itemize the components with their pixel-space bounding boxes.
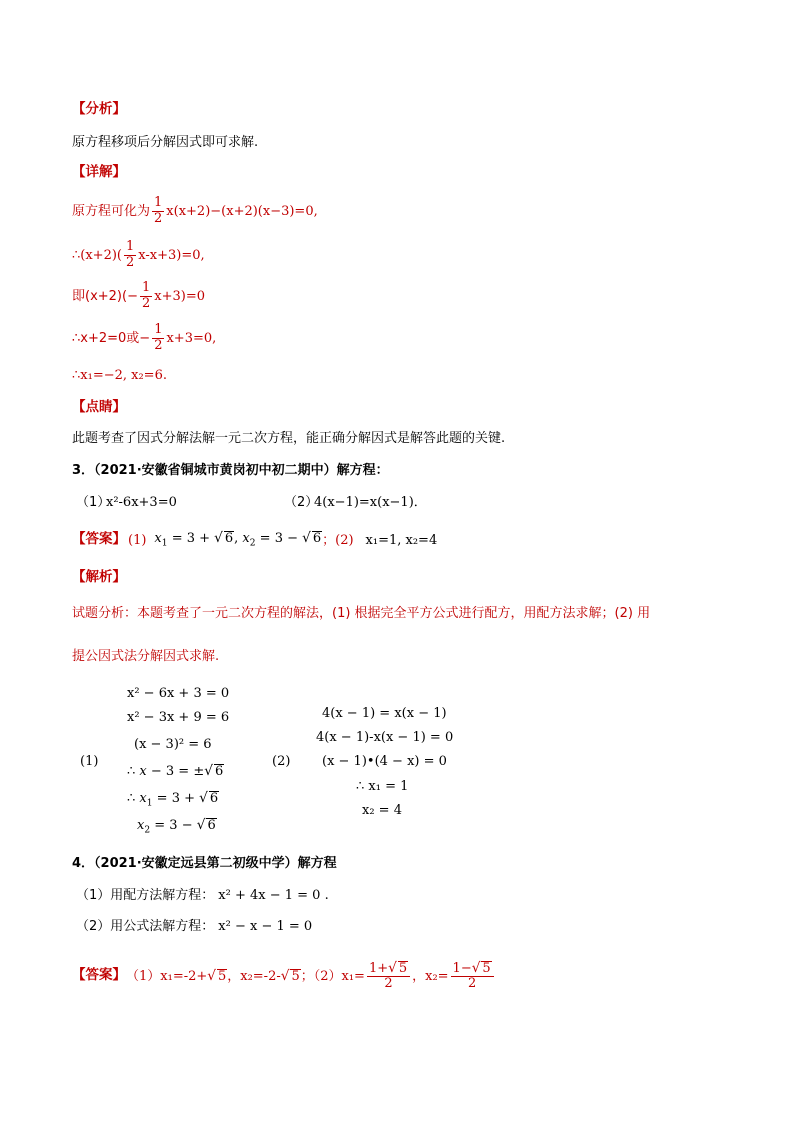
- comment-header: 【点睛】: [72, 399, 126, 415]
- problem-3-solution-2-line-1: 4(x − 1) = x(x − 1): [322, 706, 447, 721]
- problem-3-answer-part-2-label: ；(2): [322, 532, 354, 548]
- problem-3-answer-part-1-label: (1): [128, 532, 147, 548]
- problem-3-solution-2-line-2: 4(x − 1)-x(x − 1) = 0: [316, 730, 454, 745]
- detail-step-1-expr: x(x+2)−(x+2)(x−3)=0,: [166, 203, 318, 219]
- problem-3-solution-1-line-2: x² − 3x + 9 = 6: [127, 710, 230, 725]
- problem-3-part-2-expr: 4(x−1)=x(x−1)．: [314, 495, 427, 510]
- problem-4-answer-c: ；（2）x₁=: [300, 968, 365, 984]
- detail-step-4-prefix: ∴x+2=0或−: [72, 330, 151, 346]
- problem-4-part-2: [76, 920, 312, 933]
- problem-4-answer-a: （1）x₁=-2+: [126, 968, 208, 984]
- problem-3-answer-header: 【答案】: [72, 531, 126, 548]
- sqrt5-a: √ 5: [207, 967, 227, 984]
- problem-3-answer: [72, 528, 437, 552]
- problem-4-answer-frac-2: $\frac{1-√ 5}{2}$: [451, 961, 494, 992]
- detail-step-4: [72, 323, 216, 353]
- problem-3-part-1-expr: x²-6x+3=0: [106, 495, 177, 510]
- problem-4-answer-frac-1: $\frac{1+√ 5}{2}$: [367, 961, 410, 992]
- detail-step-3-expr: x+3)=0: [154, 288, 205, 304]
- problem-3-solution-2-line-4: ∴ x₁ = 1: [356, 779, 409, 794]
- problem-3-solution-1-line-6: $x_2 = 3$ − √ 6: [137, 817, 216, 836]
- half-fraction: $\frac{1}{2}$: [154, 322, 163, 353]
- problem-4-answer-b: ，x₂=-2-: [227, 968, 281, 984]
- problem-4-part-1-expr: x² + 4x − 1 = 0 .: [218, 888, 329, 903]
- problem-3-part-2-label: （2）: [284, 495, 319, 510]
- problem-3-solution-2-label: (2): [272, 754, 291, 769]
- problem-4-answer: [72, 956, 496, 996]
- problem-3-analysis-line-1: 试题分析：本题考查了一元二次方程的解法，(1) 根据完全平方公式进行配方，用配方法求解；(2) 用: [72, 606, 651, 621]
- problem-3-solution-2-line-5: x₂ = 4: [362, 803, 402, 818]
- problem-3-solution-1-line-5: ∴ $x_1 = 3$ + √ 6: [127, 790, 219, 809]
- detail-step-2: [72, 240, 205, 270]
- detail-step-3-prefix: 即(x+2)(−: [72, 288, 138, 304]
- problem-4-part-2-label: （2）用公式法解方程：: [76, 919, 215, 934]
- detail-step-2-prefix: ∴(x+2)(: [72, 247, 122, 263]
- problem-3-solution-2-line-3: (x − 1)•(4 − x) = 0: [322, 754, 447, 769]
- problem-4-title: 4．（2021·安徽定远县第二初级中学）解方程: [72, 856, 337, 871]
- problem-3-solution-1-line-3: (x − 3)² = 6: [134, 737, 212, 752]
- problem-3-title: 3．（2021·安徽省铜城市黄岗初中初二期中）解方程：: [72, 463, 389, 478]
- problem-3-solution-1-label: (1): [80, 754, 99, 769]
- problem-3-analysis-line-2: 提公因式法分解因式求解.: [72, 649, 220, 664]
- analysis-text: 原方程移项后分解因式即可求解.: [72, 135, 259, 150]
- sqrt5-b: √ 5: [280, 967, 300, 984]
- detail-step-3: [72, 281, 205, 311]
- problem-4-part-1: [76, 889, 329, 902]
- detail-step-1-prefix: 原方程可化为: [72, 203, 151, 219]
- problem-3-solution-1-line-1: x² − 6x + 3 = 0: [127, 686, 230, 701]
- comment-text: 此题考查了因式分解法解一元二次方程，能正确分解因式是解答此题的关键.: [72, 431, 506, 446]
- half-fraction: $\frac{1}{2}$: [141, 280, 151, 311]
- problem-4-part-2-expr: x² − x − 1 = 0: [218, 919, 313, 934]
- detail-header: 【详解】: [72, 164, 126, 180]
- problem-4-answer-d: ，x₂=: [412, 968, 449, 984]
- problem-3-analysis-header: 【解析】: [72, 569, 126, 585]
- analysis-header: 【分析】: [72, 101, 126, 117]
- detail-step-2-expr: x-x+3)=0,: [138, 247, 205, 263]
- problem-3-solution-1-line-4: ∴ x − 3 = ±√ 6: [127, 763, 224, 779]
- problem-3-answer-part-1: $x_1 = 3$ + √ 6, $x_2 = 3$ − √ 6: [154, 530, 322, 549]
- problem-3-part-1-label: （1）: [76, 495, 111, 510]
- detail-step-1: [72, 196, 318, 226]
- problem-3-answer-part-2: x₁=1, x₂=4: [365, 532, 438, 548]
- detail-step-5: ∴x₁=−2, x₂=6.: [72, 368, 167, 383]
- half-fraction: $\frac{1}{2}$: [154, 195, 163, 226]
- half-fraction: $\frac{1}{2}$: [125, 239, 135, 270]
- problem-4-part-1-label: （1）用配方法解方程：: [76, 888, 215, 903]
- problem-4-answer-header: 【答案】: [72, 967, 126, 984]
- detail-step-4-expr: x+3=0,: [166, 330, 217, 346]
